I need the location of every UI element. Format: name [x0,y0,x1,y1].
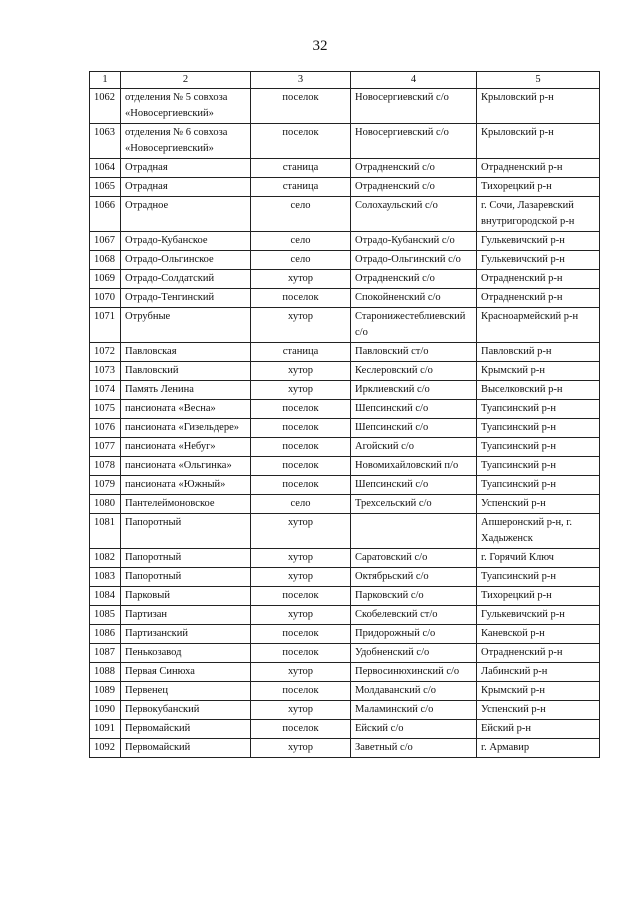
settlement-type: хутор [251,549,351,568]
settlement-type: хутор [251,362,351,381]
settlement-name: Партизан [121,606,251,625]
settlement-name: отделения № 5 совхоза «Новосергиевский» [121,89,251,124]
settlement-name: Отрадная [121,159,251,178]
settlement-type: хутор [251,701,351,720]
settlement-name: Отрадо-Ольгинское [121,251,251,270]
settlement-type: поселок [251,587,351,606]
row-number: 1091 [90,720,121,739]
row-number: 1066 [90,197,121,232]
council-name: Кеслеровский с/о [351,362,477,381]
row-number: 1089 [90,682,121,701]
district-name: Лабинский р-н [477,663,600,682]
row-number: 1088 [90,663,121,682]
row-number: 1063 [90,124,121,159]
settlement-name: Первомайский [121,720,251,739]
district-name: Тихорецкий р-н [477,178,600,197]
council-name: Заветный с/о [351,739,477,758]
table-row [90,644,600,663]
table-row [90,701,600,720]
council-name: Новосергиевский с/о [351,124,477,159]
settlement-type: село [251,232,351,251]
settlement-type: хутор [251,606,351,625]
row-number: 1069 [90,270,121,289]
row-number: 1079 [90,476,121,495]
column-header: 1 [90,72,121,89]
row-number: 1064 [90,159,121,178]
table-row [90,682,600,701]
table-row [90,720,600,739]
council-name: Спокойненский с/о [351,289,477,308]
settlement-type: поселок [251,289,351,308]
council-name: Придорожный с/о [351,625,477,644]
settlement-name: пансионата «Южный» [121,476,251,495]
table-row [90,419,600,438]
row-number: 1076 [90,419,121,438]
district-name: г. Сочи, Лазаревский внутригородской р-н [477,197,600,232]
council-name: Шепсинский с/о [351,476,477,495]
district-name: Отрадненский р-н [477,159,600,178]
district-name: Гулькевичский р-н [477,251,600,270]
settlement-type: поселок [251,644,351,663]
page-number: 32 [312,38,328,54]
settlement-name: Первокубанский [121,701,251,720]
district-name: Туапсинский р-н [477,400,600,419]
table-row [90,178,600,197]
district-name: г. Армавир [477,739,600,758]
settlement-type: поселок [251,457,351,476]
settlement-name: Папоротный [121,514,251,549]
settlement-type: село [251,197,351,232]
district-name: Павловский р-н [477,343,600,362]
settlement-name: Отрадо-Кубанское [121,232,251,251]
council-name: Саратовский с/о [351,549,477,568]
council-name: Ирклиевский с/о [351,381,477,400]
district-name: Туапсинский р-н [477,568,600,587]
row-number: 1085 [90,606,121,625]
settlement-type: станица [251,343,351,362]
settlement-type: поселок [251,419,351,438]
settlement-name: пансионата «Весна» [121,400,251,419]
column-header: 4 [351,72,477,89]
district-name: Крыловский р-н [477,124,600,159]
row-number: 1071 [90,308,121,343]
row-number: 1062 [90,89,121,124]
column-header: 2 [121,72,251,89]
council-name: Первосинюхинский с/о [351,663,477,682]
settlement-type: хутор [251,663,351,682]
district-name: Выселковский р-н [477,381,600,400]
table-row [90,362,600,381]
council-name: Павловский ст/о [351,343,477,362]
council-name: Скобелевский ст/о [351,606,477,625]
council-name: Отрадо-Ольгинский с/о [351,251,477,270]
settlement-type: хутор [251,308,351,343]
table-body [90,89,600,758]
settlement-name: Павловская [121,343,251,362]
settlement-name: Отрадо-Солдатский [121,270,251,289]
council-name: Трехсельский с/о [351,495,477,514]
settlement-name: Папоротный [121,549,251,568]
row-number: 1083 [90,568,121,587]
settlement-type: хутор [251,514,351,549]
district-name: Крымский р-н [477,362,600,381]
table-row [90,251,600,270]
council-name: Новосергиевский с/о [351,89,477,124]
settlement-name: Партизанский [121,625,251,644]
table-row [90,568,600,587]
district-name: Крымский р-н [477,682,600,701]
district-name: Апшеронский р-н, г. Хадыженск [477,514,600,549]
settlement-name: Отрадное [121,197,251,232]
table-row [90,343,600,362]
table-row [90,663,600,682]
district-name: Туапсинский р-н [477,419,600,438]
council-name: Отрадненский с/о [351,270,477,289]
council-name: Новомихайловский п/о [351,457,477,476]
settlement-name: Первомайский [121,739,251,758]
council-name: Агойский с/о [351,438,477,457]
district-name: Успенский р-н [477,495,600,514]
settlement-type: поселок [251,625,351,644]
row-number: 1078 [90,457,121,476]
council-name: Шепсинский с/о [351,419,477,438]
table-row [90,159,600,178]
settlement-type: поселок [251,400,351,419]
row-number: 1073 [90,362,121,381]
settlement-type: хутор [251,381,351,400]
settlement-name: отделения № 6 совхоза «Новосергиевский» [121,124,251,159]
row-number: 1065 [90,178,121,197]
table-row [90,514,600,549]
table-row [90,476,600,495]
column-header: 5 [477,72,600,89]
table-row [90,549,600,568]
district-name: Туапсинский р-н [477,476,600,495]
settlement-type: станица [251,178,351,197]
settlement-name: Папоротный [121,568,251,587]
table-row [90,587,600,606]
settlement-name: Первенец [121,682,251,701]
settlement-name: Первая Синюха [121,663,251,682]
settlement-name: Память Ленина [121,381,251,400]
table-row [90,495,600,514]
settlement-name: пансионата «Ольгинка» [121,457,251,476]
council-name: Маламинский с/о [351,701,477,720]
row-number: 1084 [90,587,121,606]
settlement-type: станица [251,159,351,178]
district-name: Тихорецкий р-н [477,587,600,606]
row-number: 1086 [90,625,121,644]
settlement-type: поселок [251,720,351,739]
district-name: Крыловский р-н [477,89,600,124]
council-name: Ейский с/о [351,720,477,739]
row-number: 1068 [90,251,121,270]
council-name: Октябрьский с/о [351,568,477,587]
settlement-type: хутор [251,270,351,289]
settlement-type: село [251,495,351,514]
council-name: Солохаульский с/о [351,197,477,232]
table-row [90,289,600,308]
district-name: Отрадненский р-н [477,270,600,289]
row-number: 1081 [90,514,121,549]
settlement-name: Парковый [121,587,251,606]
table-row [90,89,600,124]
district-name: Гулькевичский р-н [477,232,600,251]
row-number: 1070 [90,289,121,308]
settlement-type: поселок [251,682,351,701]
district-name: Туапсинский р-н [477,457,600,476]
council-name: Шепсинский с/о [351,400,477,419]
district-name: Успенский р-н [477,701,600,720]
row-number: 1082 [90,549,121,568]
row-number: 1092 [90,739,121,758]
settlements-table [89,71,600,758]
settlement-name: пансионата «Небуг» [121,438,251,457]
district-name: г. Горячий Ключ [477,549,600,568]
table-row [90,625,600,644]
settlement-name: Отрубные [121,308,251,343]
settlement-name: Пантелеймоновское [121,495,251,514]
council-name: Удобненский с/о [351,644,477,663]
row-number: 1072 [90,343,121,362]
table-row [90,606,600,625]
row-number: 1087 [90,644,121,663]
district-name: Отрадненский р-н [477,289,600,308]
table-row [90,124,600,159]
row-number: 1077 [90,438,121,457]
settlement-name: Павловский [121,362,251,381]
column-header: 3 [251,72,351,89]
row-number: 1090 [90,701,121,720]
district-name: Отрадненский р-н [477,644,600,663]
table-row [90,438,600,457]
district-name: Туапсинский р-н [477,438,600,457]
settlement-type: поселок [251,89,351,124]
table-row [90,308,600,343]
settlement-type: хутор [251,568,351,587]
table-row [90,270,600,289]
settlement-type: хутор [251,739,351,758]
table-row [90,232,600,251]
row-number: 1075 [90,400,121,419]
district-name: Красноармейский р-н [477,308,600,343]
settlement-type: село [251,251,351,270]
settlement-type: поселок [251,124,351,159]
row-number: 1074 [90,381,121,400]
settlement-type: поселок [251,476,351,495]
table-row [90,739,600,758]
table-row [90,197,600,232]
council-name [351,514,477,549]
table-row [90,400,600,419]
council-name: Отрадо-Кубанский с/о [351,232,477,251]
council-name: Молдаванский с/о [351,682,477,701]
district-name: Ейский р-н [477,720,600,739]
district-name: Каневской р-н [477,625,600,644]
settlement-type: поселок [251,438,351,457]
settlement-name: пансионата «Гизельдере» [121,419,251,438]
settlement-name: Пенькозавод [121,644,251,663]
table-header-row [90,72,600,89]
row-number: 1067 [90,232,121,251]
council-name: Отрадненский с/о [351,178,477,197]
row-number: 1080 [90,495,121,514]
table-row [90,457,600,476]
council-name: Парковский с/о [351,587,477,606]
table-row [90,381,600,400]
council-name: Старонижестеблиевский с/о [351,308,477,343]
council-name: Отрадненский с/о [351,159,477,178]
settlement-name: Отрадо-Тенгинский [121,289,251,308]
district-name: Гулькевичский р-н [477,606,600,625]
settlement-name: Отрадная [121,178,251,197]
